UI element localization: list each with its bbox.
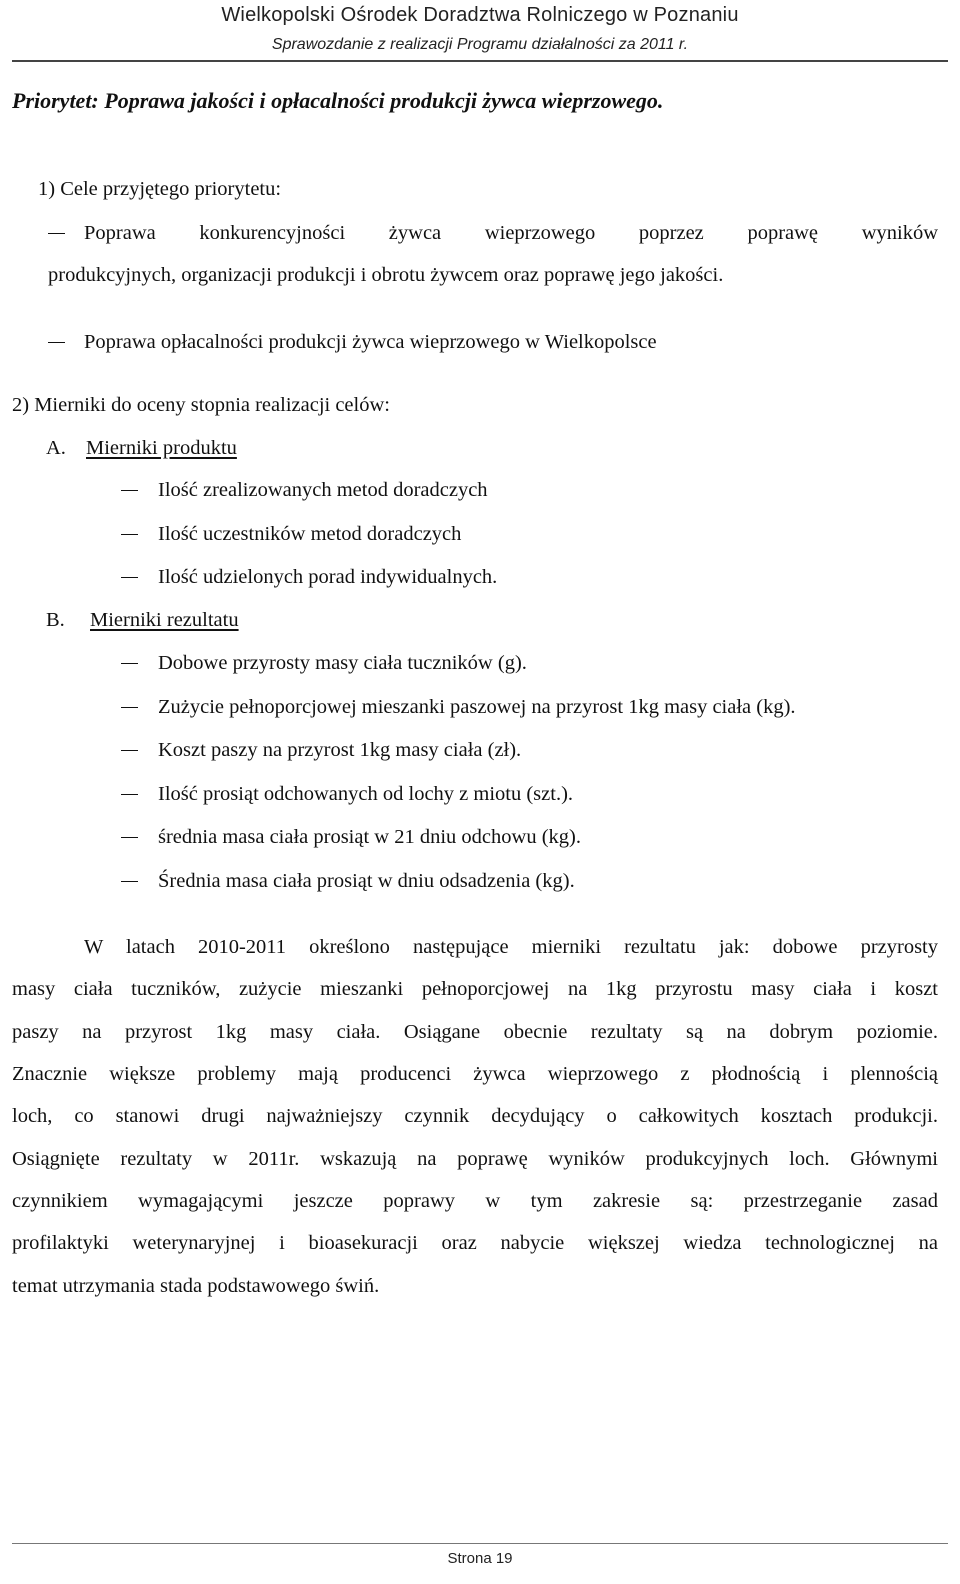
result-item-1-bullet: [121, 663, 138, 664]
result-item-4-bullet: [121, 794, 138, 795]
product-item-1: Ilość zrealizowanych metod doradczych: [158, 479, 488, 501]
product-item-3-bullet: [121, 577, 138, 578]
header-divider: [12, 60, 948, 62]
result-item-2: Zużycie pełnoporcjowej mieszanki paszowej na przyrost 1kg masy ciała (kg).: [158, 696, 796, 718]
page-header: [0, 2, 960, 56]
paragraph-line-1: W latach 2010-2011 określono następujące mierniki rezultatu jak: dobowe przyrosty: [84, 936, 938, 958]
product-item-3: Ilość udzielonych porad indywidualnych.: [158, 566, 498, 588]
product-item-2-bullet: [121, 534, 138, 535]
page-number: Strona 19: [447, 1550, 513, 1567]
result-item-6: Średnia masa ciała prosiąt w dniu odsadzenia (kg).: [158, 870, 575, 892]
result-item-6-bullet: [121, 881, 138, 882]
product-item-1-bullet: [121, 490, 138, 491]
result-item-4: Ilość prosiąt odchowanych od lochy z miotu (szt.).: [158, 783, 574, 805]
paragraph-line-9: temat utrzymania stada podstawowego świń.: [12, 1275, 380, 1297]
product-measures-marker: A.: [46, 437, 66, 459]
goals-heading: 1) Cele przyjętego priorytetu:: [38, 178, 282, 200]
paragraph-line-2: masy ciała tuczników, zużycie mieszanki pełnoporcjowej na 1kg przyrostu masy ciała i koszt: [12, 978, 938, 1000]
result-item-2-bullet: [121, 707, 138, 708]
paragraph-line-6: Osiągnięte rezultaty w 2011r. wskazują na poprawę wyników produkcyjnych loch. Głównymi: [12, 1148, 938, 1170]
result-item-5-bullet: [121, 837, 138, 838]
paragraph-line-7: czynnikiem wymagającymi jeszcze poprawy w tym zakresie są: przestrzeganie zasad: [12, 1190, 938, 1212]
result-item-3-bullet: [121, 750, 138, 751]
paragraph-line-8: profilaktyki weterynaryjnej i bioasekuracji oraz nabycie większej wiedza technologicznej na: [12, 1232, 938, 1254]
goal-2-text: Poprawa opłacalności produkcji żywca wieprzowego w Wielkopolsce: [84, 331, 657, 353]
result-item-1: Dobowe przyrosty masy ciała tuczników (g).: [158, 652, 527, 674]
result-measures-label: Mierniki rezultatu: [90, 609, 239, 631]
header-title: Wielkopolski Ośrodek Doradztwa Rolniczego w Poznaniu: [221, 4, 739, 26]
goal-1-bullet: [48, 233, 65, 234]
result-measures-marker: B.: [46, 609, 65, 631]
paragraph-line-5: loch, co stanowi drugi najważniejszy czynnik decydujący o całkowitych kosztach produkcji.: [12, 1105, 938, 1127]
result-item-5: średnia masa ciała prosiąt w 21 dniu odchowu (kg).: [158, 826, 581, 848]
goal-1-line-1: Poprawa konkurencyjności żywca wieprzowego poprzez poprawę wyników: [84, 222, 938, 244]
product-item-2: Ilość uczestników metod doradczych: [158, 523, 462, 545]
result-item-3: Koszt paszy na przyrost 1kg masy ciała (zł).: [158, 739, 522, 761]
goal-2-bullet: [48, 342, 65, 343]
priority-heading: Priorytet: Poprawa jakości i opłacalności produkcji żywca wieprzowego.: [12, 88, 664, 113]
measures-heading: 2) Mierniki do oceny stopnia realizacji celów:: [12, 394, 390, 416]
goal-1-line-2: produkcyjnych, organizacji produkcji i obrotu żywcem oraz poprawę jego jakości.: [48, 264, 724, 286]
footer-divider: [12, 1543, 948, 1544]
paragraph-line-3: paszy na przyrost 1kg masy ciała. Osiągane obecnie rezultaty są na dobrym poziomie.: [12, 1021, 938, 1043]
product-measures-label: Mierniki produktu: [86, 437, 237, 459]
header-subtitle: Sprawozdanie z realizacji Programu działalności za 2011 r.: [271, 36, 689, 53]
paragraph-line-4: Znacznie większe problemy mają producenci żywca wieprzowego z płodnością i plennością: [12, 1063, 938, 1085]
